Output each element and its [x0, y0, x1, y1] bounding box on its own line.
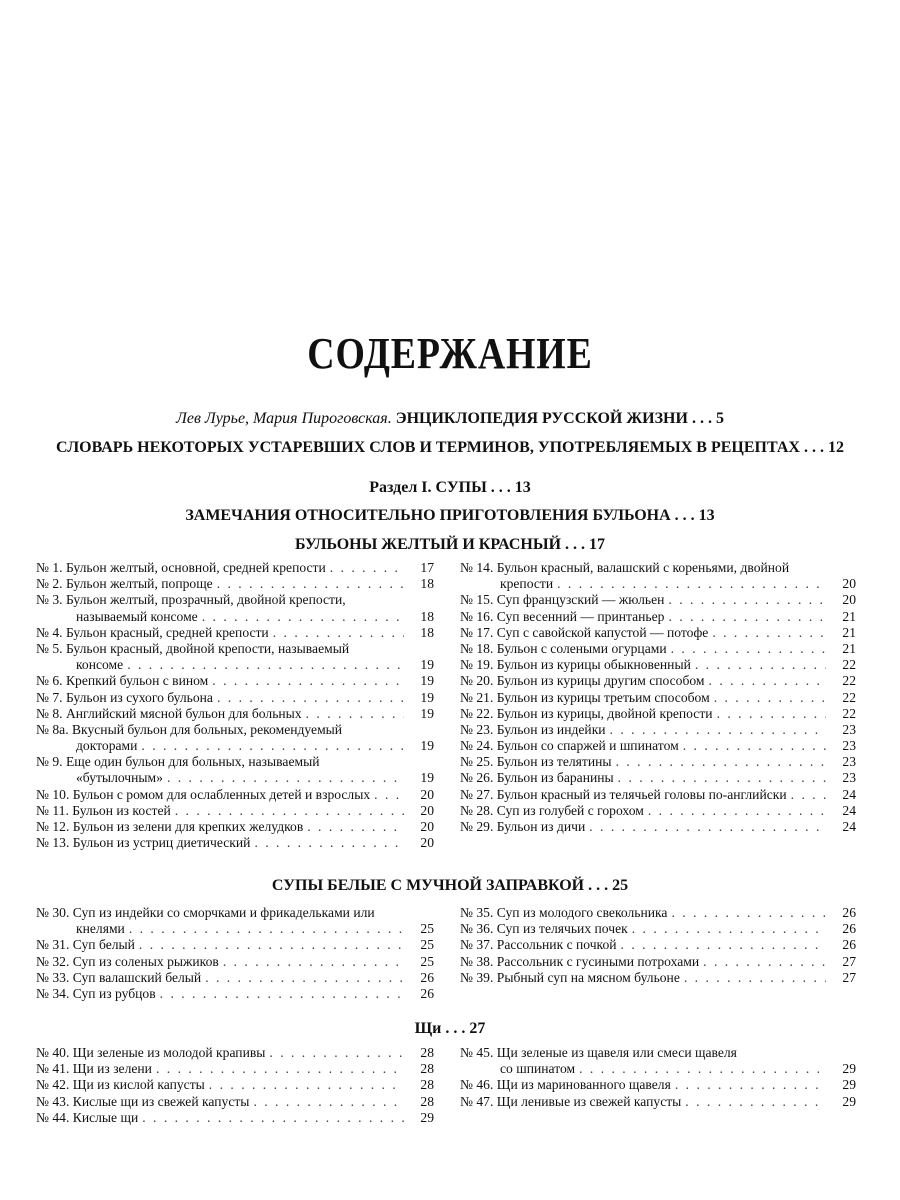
toc-entry-title: № 46. Щи из маринованного щавеля [460, 1077, 671, 1093]
toc-entry-title: № 36. Суп из телячьих почек [460, 921, 628, 937]
toc-entry-line [460, 576, 856, 592]
toc-entry [36, 905, 434, 937]
toc-entry [460, 722, 856, 738]
toc-entry-title: № 5. Бульон красный, двойной крепости, называемый [36, 640, 350, 656]
toc-entry-page: 25 [420, 953, 434, 969]
toc-entry-page: 19 [420, 673, 434, 689]
toc-entry-page: 27 [842, 969, 856, 985]
toc-entry-page: 18 [420, 576, 434, 592]
dot-leader [791, 787, 826, 803]
toc-entry [460, 1094, 856, 1110]
toc-entry-title: № 11. Бульон из костей [36, 802, 171, 818]
dot-leader [167, 770, 404, 786]
dot-leader [175, 803, 404, 819]
toc-entry-line [460, 803, 856, 819]
toc-entry-line [460, 770, 856, 786]
toc-entry-title: № 19. Бульон из курицы обыкновенный [460, 657, 691, 673]
toc-entry-line [460, 592, 856, 608]
toc-entry-page: 29 [420, 1109, 434, 1125]
toc-entry-page: 21 [842, 640, 856, 656]
front-item-text: ЭНЦИКЛОПЕДИЯ РУССКОЙ ЖИЗНИ . . . 5 [395, 410, 724, 427]
toc-entry [460, 592, 856, 608]
group-0-right-column [460, 560, 856, 835]
dot-leader [648, 803, 826, 819]
toc-entry-title: № 6. Крепкий бульон с вином [36, 673, 209, 689]
toc-entry-line [36, 625, 434, 641]
toc-entry-title: кнелями [76, 921, 125, 937]
section-heading: Раздел I. СУПЫ . . . 13 [369, 479, 531, 496]
toc-entry-page: 28 [420, 1045, 434, 1060]
toc-entry-page: 27 [842, 953, 856, 969]
toc-entry-title: докторами [76, 738, 138, 754]
toc-entry-title: № 15. Суп французский — жюльен [460, 592, 665, 608]
toc-entry [460, 560, 856, 592]
toc-entry [460, 954, 856, 970]
toc-entry-line [36, 1110, 434, 1126]
page-title: СОДЕРЖАНИЕ [307, 329, 593, 378]
toc-entry-page: 29 [842, 1077, 856, 1093]
dot-leader [209, 1077, 404, 1093]
toc-entry [36, 576, 434, 592]
toc-entry-line [460, 954, 856, 970]
toc-entry-page: 29 [842, 1093, 856, 1109]
toc-entry [460, 905, 856, 921]
dot-leader [684, 970, 826, 986]
dot-leader [217, 576, 404, 592]
toc-entry-line [36, 560, 434, 576]
dot-leader [156, 1061, 404, 1077]
dot-leader [589, 819, 826, 835]
toc-entry-line [460, 1061, 856, 1077]
toc-entry-page: 18 [420, 608, 434, 624]
toc-entry-title: № 8а. Вкусный бульон для больных, рекомендуемый [36, 721, 343, 737]
toc-entry-page: 20 [420, 786, 434, 802]
dot-leader [668, 609, 826, 625]
toc-entry-line [36, 819, 434, 835]
toc-entry [460, 738, 856, 754]
toc-entry-page: 28 [420, 1077, 434, 1093]
dot-leader [254, 835, 404, 851]
toc-entry-page: 22 [842, 657, 856, 673]
toc-entry-title: № 43. Кислые щи из свежей капусты [36, 1093, 250, 1109]
toc-entry [460, 921, 856, 937]
dot-leader [712, 625, 826, 641]
toc-entry-page: 20 [842, 576, 856, 592]
toc-entry-line [460, 657, 856, 673]
toc-entry-page: 25 [420, 937, 434, 953]
toc-entry-line [36, 937, 434, 953]
toc-entry [36, 1077, 434, 1093]
toc-entry-page: 19 [420, 705, 434, 721]
toc-entry-page: 19 [420, 657, 434, 673]
toc-entry-title: № 2. Бульон желтый, попроще [36, 576, 213, 592]
toc-entry-page: 19 [420, 738, 434, 754]
group-heading-shchi: Щи . . . 27 [414, 1020, 486, 1037]
toc-entry-title: № 29. Бульон из дичи [460, 819, 586, 834]
toc-entry-line [36, 673, 434, 689]
toc-entry [460, 690, 856, 706]
toc-entry-page: 20 [420, 835, 434, 851]
toc-entry-page: 17 [420, 560, 434, 575]
toc-entry-title: № 7. Бульон из сухого бульона [36, 689, 213, 705]
dot-leader [557, 576, 826, 592]
toc-entry [36, 706, 434, 722]
dot-leader [269, 1045, 404, 1061]
toc-entry-title: № 10. Бульон с ромом для ослабленных детей и взрослых [36, 786, 371, 802]
toc-entry-page: 26 [842, 905, 856, 920]
dot-leader [205, 970, 404, 986]
toc-entry-page: 28 [420, 1093, 434, 1109]
toc-entry-page: 24 [842, 786, 856, 802]
dot-leader [142, 1110, 404, 1126]
group-2-left-column [36, 1045, 434, 1126]
toc-entry-title: № 12. Бульон из зелени для крепких желудков [36, 819, 304, 834]
toc-entry-line [460, 1045, 856, 1061]
toc-entry-line [460, 706, 856, 722]
remarks-heading: ЗАМЕЧАНИЯ ОТНОСИТЕЛЬНО ПРИГОТОВЛЕНИЯ БУЛЬОНА . . . 13 [185, 507, 715, 524]
toc-entry-title: № 20. Бульон из курицы другим способом [460, 673, 705, 689]
toc-entry-page: 19 [420, 770, 434, 786]
toc-entry-title: № 40. Щи зеленые из молодой крапивы [36, 1045, 266, 1060]
toc-entry-title: консоме [76, 657, 124, 673]
toc-entry-page: 19 [420, 689, 434, 705]
toc-entry-title: называемый консоме [76, 608, 198, 624]
toc-entry-title: № 30. Суп из индейки со сморчками и фрикадельками или [36, 905, 375, 920]
dot-leader [202, 609, 404, 625]
toc-entry-line [460, 722, 856, 738]
dot-leader [709, 673, 826, 689]
toc-entry-page: 26 [842, 937, 856, 953]
group-1-right-column [460, 905, 856, 986]
dot-leader [307, 819, 404, 835]
dot-leader [610, 722, 826, 738]
toc-entry-title: № 8. Английский мясной бульон для больных [36, 705, 302, 721]
toc-entry-line [460, 625, 856, 641]
toc-entry [36, 970, 434, 986]
dot-leader [671, 905, 826, 921]
toc-entry-line [36, 690, 434, 706]
toc-entry [460, 937, 856, 953]
front-item-author: Лев Лурье, Мария Пироговская. [176, 410, 392, 427]
toc-entry [36, 560, 434, 576]
toc-entry-line [36, 905, 434, 921]
toc-entry-title: № 28. Суп из голубей с горохом [460, 802, 644, 818]
toc-entry-title: № 17. Суп с савойской капустой — потофе [460, 624, 709, 640]
toc-entry-title: № 38. Рассольник с гусиными потрохами [460, 953, 700, 969]
toc-entry [460, 770, 856, 786]
dot-leader [127, 657, 404, 673]
toc-entry-line [460, 819, 856, 835]
toc-entry-title: № 9. Еще один бульон для больных, называемый [36, 754, 320, 770]
toc-entry-page: 23 [842, 721, 856, 737]
group-2-right-column [460, 1045, 856, 1110]
toc-entry-title: № 1. Бульон желтый, основной, средней крепости [36, 560, 326, 575]
toc-entry [460, 754, 856, 770]
dot-leader [579, 1061, 826, 1077]
toc-entry-page: 28 [420, 1061, 434, 1077]
toc-entry-line [36, 970, 434, 986]
dot-leader [621, 937, 826, 953]
toc-entry-line [36, 986, 434, 1002]
toc-entry [36, 592, 434, 624]
toc-entry-page: 29 [842, 1061, 856, 1077]
dot-leader [129, 921, 404, 937]
toc-entry [460, 819, 856, 835]
toc-entry-page: 23 [842, 738, 856, 754]
group-heading-broths: БУЛЬОНЫ ЖЕЛТЫЙ И КРАСНЫЙ . . . 17 [294, 536, 606, 553]
toc-entry [460, 625, 856, 641]
dot-leader [668, 592, 826, 608]
toc-entry-title: № 13. Бульон из устриц диетический [36, 835, 251, 851]
toc-entry-line [460, 609, 856, 625]
toc-entry [36, 1110, 434, 1126]
dot-leader [671, 641, 826, 657]
toc-entry-line [36, 657, 434, 673]
toc-entry [36, 787, 434, 803]
toc-entry-page: 22 [842, 673, 856, 689]
toc-entry-line [460, 787, 856, 803]
toc-entry [460, 803, 856, 819]
toc-entry-page: 26 [420, 985, 434, 1001]
toc-entry-line [460, 560, 856, 576]
toc-entry-line [460, 673, 856, 689]
toc-entry-line [460, 921, 856, 937]
dot-leader [141, 738, 404, 754]
toc-entry-title: со шпинатом [500, 1061, 576, 1077]
toc-entry [36, 954, 434, 970]
toc-entry-title: № 37. Рассольник с почкой [460, 937, 617, 953]
toc-entry-line [36, 770, 434, 786]
dot-leader [675, 1077, 826, 1093]
dot-leader [253, 1094, 404, 1110]
toc-entry [460, 657, 856, 673]
toc-entry-page: 23 [842, 754, 856, 770]
toc-entry-line [36, 1061, 434, 1077]
toc-entry [36, 1094, 434, 1110]
toc-entry [460, 673, 856, 689]
toc-entry-title: № 24. Бульон со спаржей и шпинатом [460, 738, 679, 754]
toc-entry [460, 706, 856, 722]
toc-entry-title: № 25. Бульон из телятины [460, 754, 612, 770]
dot-leader [683, 738, 826, 754]
front-item-glossary [0, 439, 900, 457]
toc-entry [460, 641, 856, 657]
toc-entry-title: № 33. Суп валашский белый [36, 969, 202, 985]
dot-leader [217, 690, 404, 706]
toc-entry-line [36, 787, 434, 803]
dot-leader [330, 560, 404, 576]
toc-entry-title: № 32. Суп из соленых рыжиков [36, 953, 219, 969]
toc-entry-line [36, 754, 434, 770]
toc-entry [460, 609, 856, 625]
toc-entry-line [36, 1045, 434, 1061]
toc-entry-line [36, 738, 434, 754]
group-0-left-column [36, 560, 434, 851]
dot-leader [374, 787, 404, 803]
toc-entry-title: № 39. Рыбный суп на мясном бульоне [460, 969, 680, 985]
toc-entry-page: 18 [420, 624, 434, 640]
dot-leader [616, 754, 826, 770]
toc-entry-page: 20 [842, 592, 856, 608]
toc-entry-line [36, 954, 434, 970]
toc-entry-line [460, 738, 856, 754]
toc-entry-title: № 3. Бульон желтый, прозрачный, двойной крепости, [36, 592, 346, 608]
toc-entry [36, 690, 434, 706]
toc-entry [36, 625, 434, 641]
toc-entry-title: № 4. Бульон красный, средней крепости [36, 624, 269, 640]
toc-entry [460, 970, 856, 986]
toc-entry-line [36, 592, 434, 608]
toc-entry-title: крепости [500, 576, 554, 592]
toc-entry-title: «бутылочным» [76, 770, 163, 786]
toc-entry-line [460, 970, 856, 986]
toc-entry-line [460, 754, 856, 770]
dot-leader [212, 673, 404, 689]
toc-entry [36, 673, 434, 689]
toc-entry [36, 1045, 434, 1061]
toc-entry-page: 25 [420, 921, 434, 937]
toc-entry-line [36, 835, 434, 851]
toc-entry-line [36, 641, 434, 657]
toc-entry-line [36, 609, 434, 625]
toc-entry [36, 835, 434, 851]
toc-entry-line [36, 1094, 434, 1110]
toc-entry-page: 21 [842, 624, 856, 640]
dot-leader [632, 921, 826, 937]
toc-entry-page: 20 [420, 802, 434, 818]
toc-entry [36, 641, 434, 673]
dot-leader [160, 986, 404, 1002]
dot-leader [223, 954, 404, 970]
toc-entry-line [36, 921, 434, 937]
toc-entry [460, 1077, 856, 1093]
toc-entry-title: № 18. Бульон с солеными огурцами [460, 640, 667, 656]
toc-entry-title: № 47. Щи ленивые из свежей капусты [460, 1093, 682, 1109]
toc-entry-line [36, 706, 434, 722]
toc-entry-line [36, 1077, 434, 1093]
toc-entry [460, 1045, 856, 1077]
dot-leader [306, 706, 404, 722]
front-item-encyclopedia [0, 410, 900, 428]
toc-entry-line [460, 1077, 856, 1093]
toc-entry-title: № 41. Щи из зелени [36, 1061, 152, 1077]
dot-leader [717, 706, 826, 722]
toc-entry [36, 722, 434, 754]
group-heading-white-soups: СУПЫ БЕЛЫЕ С МУЧНОЙ ЗАПРАВКОЙ . . . 25 [271, 877, 629, 894]
toc-entry-page: 20 [420, 819, 434, 834]
toc-entry-page: 24 [842, 802, 856, 818]
toc-entry-title: № 34. Суп из рубцов [36, 985, 156, 1001]
dot-leader [685, 1094, 826, 1110]
toc-entry-page: 24 [842, 819, 856, 834]
toc-entry-title: № 14. Бульон красный, валашский с кореньями, двойной [460, 560, 790, 575]
toc-entry-page: 26 [842, 921, 856, 937]
toc-entry-title: № 42. Щи из кислой капусты [36, 1077, 205, 1093]
toc-entry [36, 803, 434, 819]
toc-entry-page: 21 [842, 608, 856, 624]
toc-entry-line [36, 803, 434, 819]
toc-entry-title: № 31. Суп белый [36, 937, 135, 953]
toc-entry [36, 986, 434, 1002]
dot-leader [714, 690, 826, 706]
toc-entry [460, 787, 856, 803]
front-item-text: СЛОВАРЬ НЕКОТОРЫХ УСТАРЕВШИХ СЛОВ И ТЕРМИНОВ, УПОТРЕБЛЯЕМЫХ В РЕЦЕПТАХ . . . 12 [56, 439, 844, 456]
toc-entry-title: № 45. Щи зеленые из щавеля или смеси щавеля [460, 1045, 737, 1060]
toc-entry-line [36, 576, 434, 592]
dot-leader [695, 657, 826, 673]
toc-entry-title: № 35. Суп из молодого свекольника [460, 905, 668, 920]
toc-entry [36, 754, 434, 786]
toc-entry-title: № 23. Бульон из индейки [460, 721, 606, 737]
toc-entry-title: № 44. Кислые щи [36, 1109, 139, 1125]
dot-leader [703, 954, 826, 970]
toc-entry-line [460, 1094, 856, 1110]
toc-entry-line [460, 905, 856, 921]
toc-entry-line [460, 937, 856, 953]
toc-entry-title: № 21. Бульон из курицы третьим способом [460, 689, 710, 705]
toc-entry-line [460, 690, 856, 706]
toc-entry-title: № 27. Бульон красный из телячьей головы по-английски [460, 786, 787, 802]
toc-entry-page: 23 [842, 770, 856, 786]
dot-leader [618, 770, 826, 786]
dot-leader [273, 625, 404, 641]
group-1-left-column [36, 905, 434, 1002]
toc-entry [36, 819, 434, 835]
toc-entry [36, 1061, 434, 1077]
toc-entry-page: 22 [842, 705, 856, 721]
toc-entry-page: 26 [420, 969, 434, 985]
toc-entry [36, 937, 434, 953]
toc-entry-title: № 22. Бульон из курицы, двойной крепости [460, 705, 713, 721]
toc-entry-title: № 16. Суп весенний — принтаньер [460, 608, 665, 624]
toc-entry-line [460, 641, 856, 657]
toc-entry-title: № 26. Бульон из баранины [460, 770, 614, 786]
dot-leader [139, 937, 404, 953]
toc-entry-line [36, 722, 434, 738]
toc-entry-page: 22 [842, 689, 856, 705]
